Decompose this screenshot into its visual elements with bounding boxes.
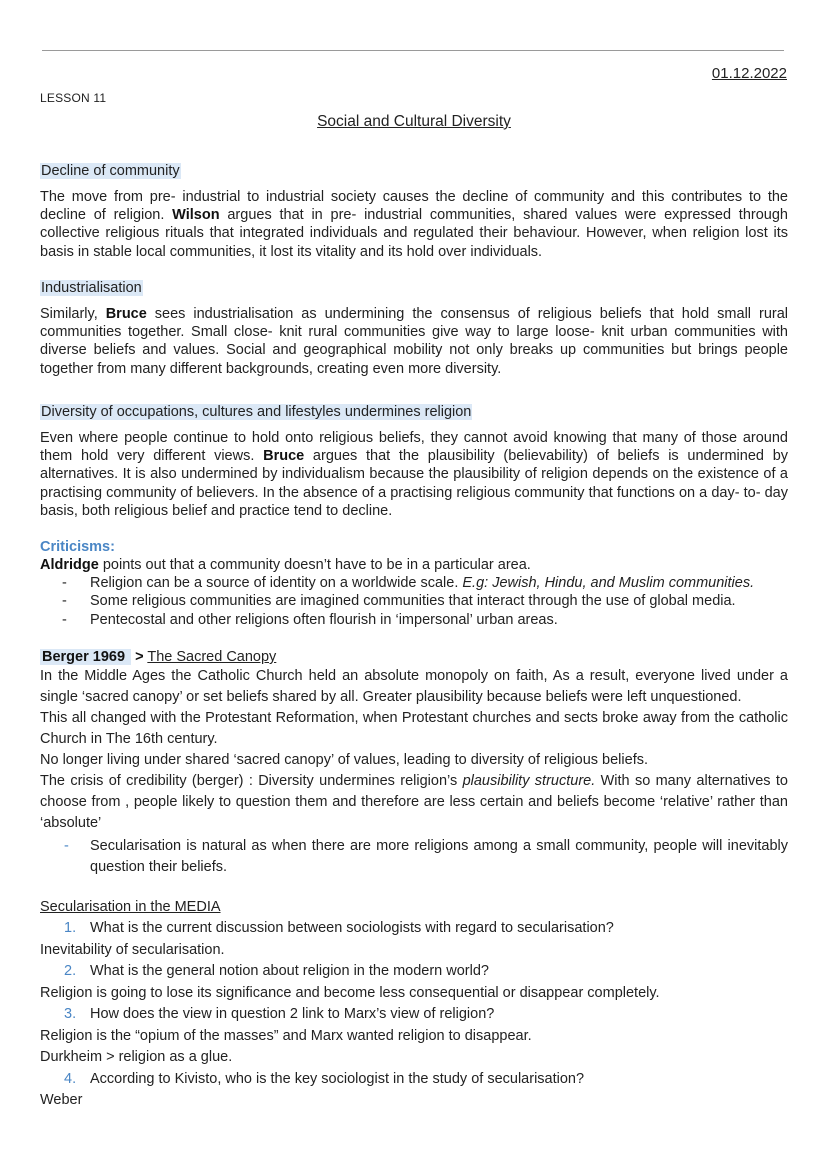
diversity-heading-text: Diversity of occupations, cultures and lifestyles undermines religion (41, 404, 472, 420)
bullet-text: Some religious communities are imagined communities that interact through the use of global media. (90, 593, 736, 610)
criticisms-list (40, 574, 788, 629)
industrialisation-author: Bruce (105, 306, 147, 322)
crisis-text-1: The crisis of credibility (berger) : Diversity undermines religion’s (40, 773, 463, 789)
criticisms-intro (40, 556, 788, 574)
section-criticisms (40, 538, 788, 629)
answer-3a: Religion is the “opium of the masses” and Marx wanted religion to disappear. (40, 1027, 532, 1044)
section-media (40, 897, 788, 1112)
section-diversity-heading (40, 403, 788, 421)
berger-name: Berger 1969 (42, 649, 126, 665)
section-industrialisation-heading (40, 279, 788, 297)
list-item (40, 592, 788, 610)
list-item (40, 574, 788, 592)
diversity-text-1: Even where people continue to hold onto religious beliefs, they cannot avoid knowing that many of those around them hold very different views. (40, 430, 788, 465)
question-number: 2. (64, 963, 77, 979)
page-title (0, 113, 828, 131)
question-text: What is the general notion about religion in the modern world? (90, 963, 489, 979)
dash-marker: - (62, 575, 67, 592)
decline-text-1: The move from pre- industrial to industrial society causes the decline of community and this contributes to the decline of religion. (40, 189, 788, 224)
bullet-example: E.g: Jewish, Hindu, and Muslim communities. (462, 575, 755, 592)
sub-bullet-text: Secularisation is natural as when there are more religions among a small community, people will inevitably question their beliefs. (90, 838, 788, 875)
question-3 (40, 1004, 788, 1026)
industrialisation-heading-text: Industrialisation (41, 280, 142, 296)
section-berger (40, 648, 788, 878)
crisis-text-2: With so many alternatives to choose from , people likely to question them and therefore are less certain and beliefs become ‘relative’ rather than ‘absolute’ (40, 773, 788, 831)
question-2 (40, 961, 788, 983)
top-divider (42, 50, 784, 51)
berger-line-2: This all changed with the Protestant Reformation, when Protestant churches and sects broke away from the catholic Church in The 16th century. (40, 710, 788, 747)
answer-4: Weber (40, 1092, 83, 1108)
document-date: 01.12.2022 (711, 65, 787, 82)
industrialisation-text-2: sees industrialisation as undermining the consensus of religious beliefs that hold small rural communities together. Small close- knit rural communities give way to large loose- knit urban communities with diverse beliefs and values. Social and geographical mobility not only breaks up communities but brings people together from many different backgrounds, creating even more diversity. (40, 306, 788, 377)
berger-sub-bullet (40, 836, 788, 878)
criticisms-author: Aldridge (40, 557, 99, 573)
question-number: 3. (64, 1006, 77, 1022)
section-decline-body (40, 188, 788, 261)
section-diversity-body (40, 429, 788, 520)
question-text: According to Kivisto, who is the key sociologist in the study of secularisation? (90, 1070, 585, 1087)
question-number: 1. (64, 920, 77, 936)
answer-1: Inevitability of secularisation. (40, 941, 225, 958)
section-industrialisation-body (40, 305, 788, 378)
criticisms-heading: Criticisms: (40, 539, 115, 555)
page-title-text: Social and Cultural Diversity (317, 113, 511, 130)
bullet-text: Pentecostal and other religions often flourish in ‘impersonal’ urban areas. (90, 611, 558, 628)
berger-line-1: In the Middle Ages the Catholic Church held an absolute monopoly on faith, As a result, everyone lived under a single ‘sacred canopy’ or set beliefs shared by all. Greater plausibility because beliefs were left unquestioned. (40, 668, 788, 705)
question-4 (40, 1069, 788, 1091)
lesson-label: LESSON 11 (40, 91, 107, 105)
list-item (40, 611, 788, 629)
industrialisation-text-1: Similarly, (40, 306, 106, 322)
criticisms-intro-text: points out that a community doesn’t have to be in a particular area. (98, 557, 531, 573)
question-1 (40, 918, 788, 940)
decline-text-2: argues that in pre- industrial communities, shared values were expressed through collective religious rituals that integrated individuals and regulated their behaviour. However, when religion lost its basis in stable local communities, it lost its vitality and its hold over individuals. (40, 207, 788, 260)
diversity-author: Bruce (263, 448, 305, 465)
decline-author: Wilson (172, 207, 220, 224)
decline-heading-text: Decline of community (41, 163, 180, 179)
arrow-icon: > (135, 649, 144, 665)
berger-name-highlight (40, 649, 131, 665)
crisis-term: plausibility structure. (462, 773, 596, 789)
question-text: What is the current discussion between sociologists with regard to secularisation? (90, 920, 614, 936)
section-decline-heading (40, 162, 788, 180)
berger-book: The Sacred Canopy (147, 649, 277, 665)
question-text: How does the view in question 2 link to Marx’s view of religion? (90, 1006, 495, 1022)
berger-line-3: No longer living under shared ‘sacred canopy’ of values, leading to diversity of religious beliefs. (40, 752, 648, 768)
answer-3b: Durkheim > religion as a glue. (40, 1049, 233, 1065)
dash-marker: - (62, 611, 67, 628)
berger-heading (40, 648, 788, 666)
answer-2: Religion is going to lose its significance and become less consequential or disappear completely. (40, 984, 660, 1001)
bullet-text: Religion can be a source of identity on a worldwide scale. (90, 575, 463, 592)
diversity-text-2: argues that the plausibility (believability) of beliefs is undermined by alternatives. It is also undermined by individualism because the plausibility of religion depends on the existence of a practising community of believers. In the absence of a practising religious community that functions on a day- to- day basis, both religious belief and practice tend to decline. (40, 448, 789, 519)
dash-marker: - (64, 838, 69, 854)
dash-marker: - (62, 593, 67, 610)
question-number: 4. (64, 1070, 77, 1087)
berger-crisis (40, 771, 788, 834)
media-heading: Secularisation in the MEDIA (40, 899, 221, 915)
